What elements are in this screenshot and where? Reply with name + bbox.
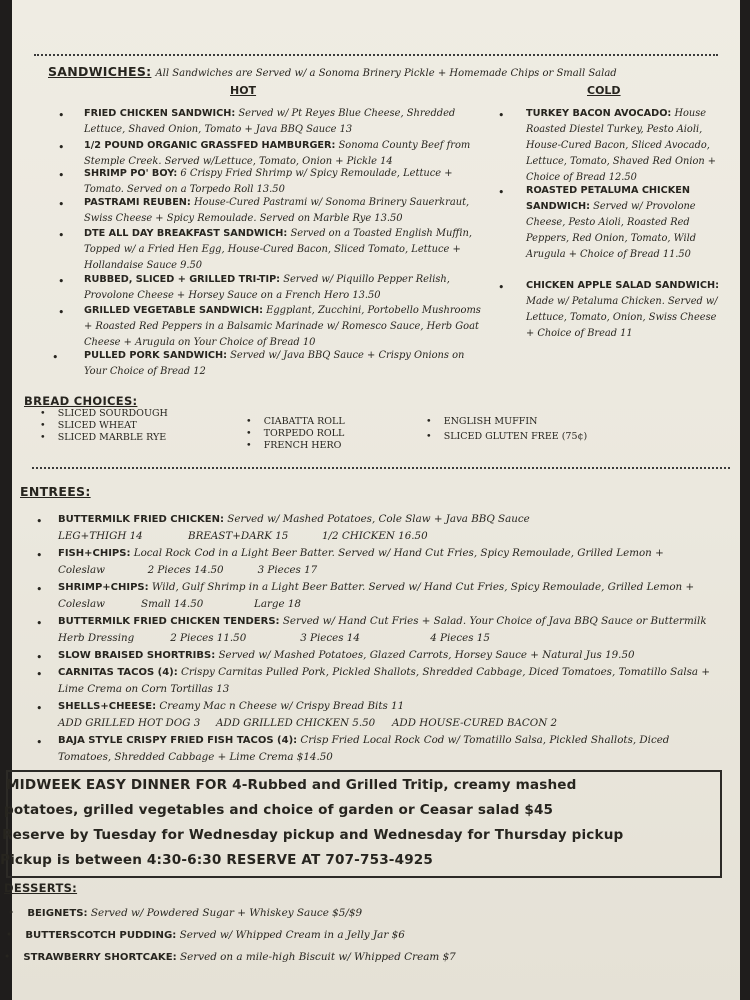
menu-item: ROASTED PETALUMA CHICKEN SANDWICH: Served w/ Provolone Cheese, Pesto Aioli, Roasted Red Peppers, Red Onion, Tomato, Wild Arugula + Choice of Bread 11.50	[526, 185, 697, 261]
entree-item: SHRIMP+CHIPS: Wild, Gulf Shrimp in a Light Beer Batter. Served w/ Hand Cut Fries, Spicy Remoulade, Grilled Lemon + Coleslaw Small 14.50 Large 18	[58, 581, 695, 611]
menu-item: FRIED CHICKEN SANDWICH: Served w/ Pt Reyes Blue Cheese, Shredded Lettuce, Shaved Onion, Tomato + Java BBQ Sauce 13	[84, 108, 456, 136]
bullet-icon: •	[36, 668, 43, 681]
bullet-icon: •	[58, 306, 65, 319]
bullet-icon: •	[52, 351, 59, 364]
bread-option: • SLICED GLUTEN FREE (75¢)	[426, 431, 588, 442]
sandwiches-note: All Sandwiches are Served w/ a Sonoma Brinery Pickle + Homemade Chips or Small Salad	[155, 68, 617, 79]
bullet-icon: •	[58, 198, 65, 211]
dessert-item: • BUTTERSCOTCH PUDDING: Served w/ Whipped Cream in a Jelly Jar $6	[6, 929, 405, 941]
dotted-divider	[32, 467, 730, 469]
dotted-divider	[34, 54, 718, 56]
bullet-icon: •	[36, 651, 43, 664]
entree-item: SLOW BRAISED SHORTRIBS: Served w/ Mashed Potatoes, Glazed Carrots, Horsey Sauce + Natural Jus 19.50	[58, 649, 635, 661]
entree-item: BAJA STYLE CRISPY FRIED FISH TACOS (4): Crisp Fried Local Rock Cod w/ Tomatillo Salsa, Pickled Shallots, Diced Tomatoes, Shredded Cabbage + Lime Crema $14.50	[58, 734, 670, 764]
menu-item: PASTRAMI REUBEN: House-Cured Pastrami w/ Sonoma Brinery Sauerkraut, Swiss Cheese + Spicy Remoulade. Served on Marble Rye 13.50	[84, 197, 470, 225]
bullet-icon: •	[58, 109, 65, 122]
menu-item: RUBBED, SLICED + GRILLED TRI-TIP: Served w/ Piquillo Pepper Relish, Provolone Cheese + Horsey Sauce on a French Hero 13.50	[84, 274, 450, 302]
midweek-line: potatoes, grilled vegetables and choice of garden or Ceasar salad $45	[4, 802, 554, 818]
bread-option: • ENGLISH MUFFIN	[426, 416, 538, 427]
bread-option: • SLICED WHEAT	[40, 420, 137, 431]
entree-item: BUTTERMILK FRIED CHICKEN: Served w/ Mashed Potatoes, Cole Slaw + Java BBQ Sauce LEG+THIGH 14 BREAST+DARK 15 1/2 CHICKEN 16.50	[58, 513, 530, 543]
bread-option: • FRENCH HERO	[246, 440, 342, 451]
bullet-icon: •	[58, 229, 65, 242]
bread-heading: BREAD CHOICES:	[24, 394, 138, 408]
midweek-line: Reserve by Tuesday for Wednesday pickup and Wednesday for Thursday pickup	[2, 827, 624, 843]
entrees-heading: ENTREES:	[20, 484, 91, 499]
menu-item: TURKEY BACON AVOCADO: House Roasted Diestel Turkey, Pesto Aioli, House-Cured Bacon, Sliced Avocado, Lettuce, Tomato, Shaved Red Onion + Choice of Bread 12.50	[526, 108, 717, 184]
bullet-icon: •	[58, 275, 65, 288]
bread-option: • TORPEDO ROLL	[246, 428, 345, 439]
entree-item: BUTTERMILK FRIED CHICKEN TENDERS: Served w/ Hand Cut Fries + Salad. Your Choice of Java BBQ Sauce or Buttermilk Herb Dressing 2 Pieces 11.50 3 Pieces 14 4 Pieces 15	[58, 615, 707, 645]
menu-item: PULLED PORK SANDWICH: Served w/ Java BBQ Sauce + Crispy Onions on Your Choice of Bread 12	[84, 350, 465, 378]
menu-item: GRILLED VEGETABLE SANDWICH: Eggplant, Zucchini, Portobello Mushrooms + Roasted Red Peppers in a Balsamic Marinade w/ Romesco Sauce, Herb Goat Cheese + Arugula on Your Choice of Bread 10	[84, 305, 481, 349]
bullet-icon: •	[498, 109, 505, 122]
dessert-item: • STRAWBERRY SHORTCAKE: Served on a mile-high Biscuit w/ Whipped Cream $7	[4, 951, 456, 963]
sandwiches-heading: SANDWICHES: All Sandwiches are Served w/ a Sonoma Brinery Pickle + Homemade Chips or Small Salad	[48, 64, 617, 79]
bullet-icon: •	[58, 141, 65, 154]
bullet-icon: •	[36, 583, 43, 596]
bread-option: • CIABATTA ROLL	[246, 416, 345, 427]
menu-item: DTE ALL DAY BREAKFAST SANDWICH: Served on a Toasted English Muffin, Topped w/ a Fried Hen Egg, House-Cured Bacon, Sliced Tomato, Lettuce + Hollandaise Sauce 9.50	[84, 228, 473, 272]
entree-item: FISH+CHIPS: Local Rock Cod in a Light Beer Batter. Served w/ Hand Cut Fries, Spicy Remoulade, Grilled Lemon + Coleslaw 2 Pieces 14.50 3 Pieces 17	[58, 547, 664, 577]
bullet-icon: •	[36, 549, 43, 562]
menu-item: SHRIMP PO' BOY: 6 Crispy Fried Shrimp w/ Spicy Remoulade, Lettuce + Tomato. Served on a Torpedo Roll 13.50	[84, 168, 453, 196]
bullet-icon: •	[498, 186, 505, 199]
midweek-line: MIDWEEK EASY DINNER FOR 4-Rubbed and Grilled Tritip, creamy mashed	[6, 777, 577, 793]
entree-item: CARNITAS TACOS (4): Crispy Carnitas Pulled Pork, Pickled Shallots, Shredded Cabbage, Diced Tomatoes, Tomatillo Salsa + Lime Crema on Corn Tortillas 13	[58, 666, 710, 696]
entree-item: SHELLS+CHEESE: Creamy Mac n Cheese w/ Crispy Bread Bits 11 ADD GRILLED HOT DOG 3 ADD GRILLED CHICKEN 5.50 ADD HOUSE-CURED BACON 2	[58, 700, 558, 730]
midweek-phone-line: Pickup is between 4:30-6:30 RESERVE AT 707-753-4925	[0, 852, 434, 868]
bread-option: • SLICED MARBLE RYE	[40, 432, 167, 443]
dessert-item: • BEIGNETS: Served w/ Powdered Sugar + Whiskey Sauce $5/$9	[8, 907, 363, 919]
bullet-icon: •	[58, 169, 65, 182]
cold-heading: COLD	[587, 84, 621, 97]
bullet-icon: •	[36, 736, 43, 749]
menu-item: CHICKEN APPLE SALAD SANDWICH: Made w/ Petaluma Chicken. Served w/ Lettuce, Tomato, Onion, Swiss Cheese + Choice of Bread 11	[526, 280, 719, 340]
bullet-icon: •	[36, 702, 43, 715]
bullet-icon: •	[498, 281, 505, 294]
desserts-heading: DESSERTS:	[4, 881, 78, 895]
bullet-icon: •	[36, 617, 43, 630]
hot-heading: HOT	[230, 84, 257, 97]
bullet-icon: •	[36, 515, 43, 528]
menu-item: 1/2 POUND ORGANIC GRASSFED HAMBURGER: Sonoma County Beef from Stemple Creek. Served w/Lettuce, Tomato, Onion + Pickle 14	[84, 140, 471, 168]
bread-option: • SLICED SOURDOUGH	[40, 408, 168, 419]
